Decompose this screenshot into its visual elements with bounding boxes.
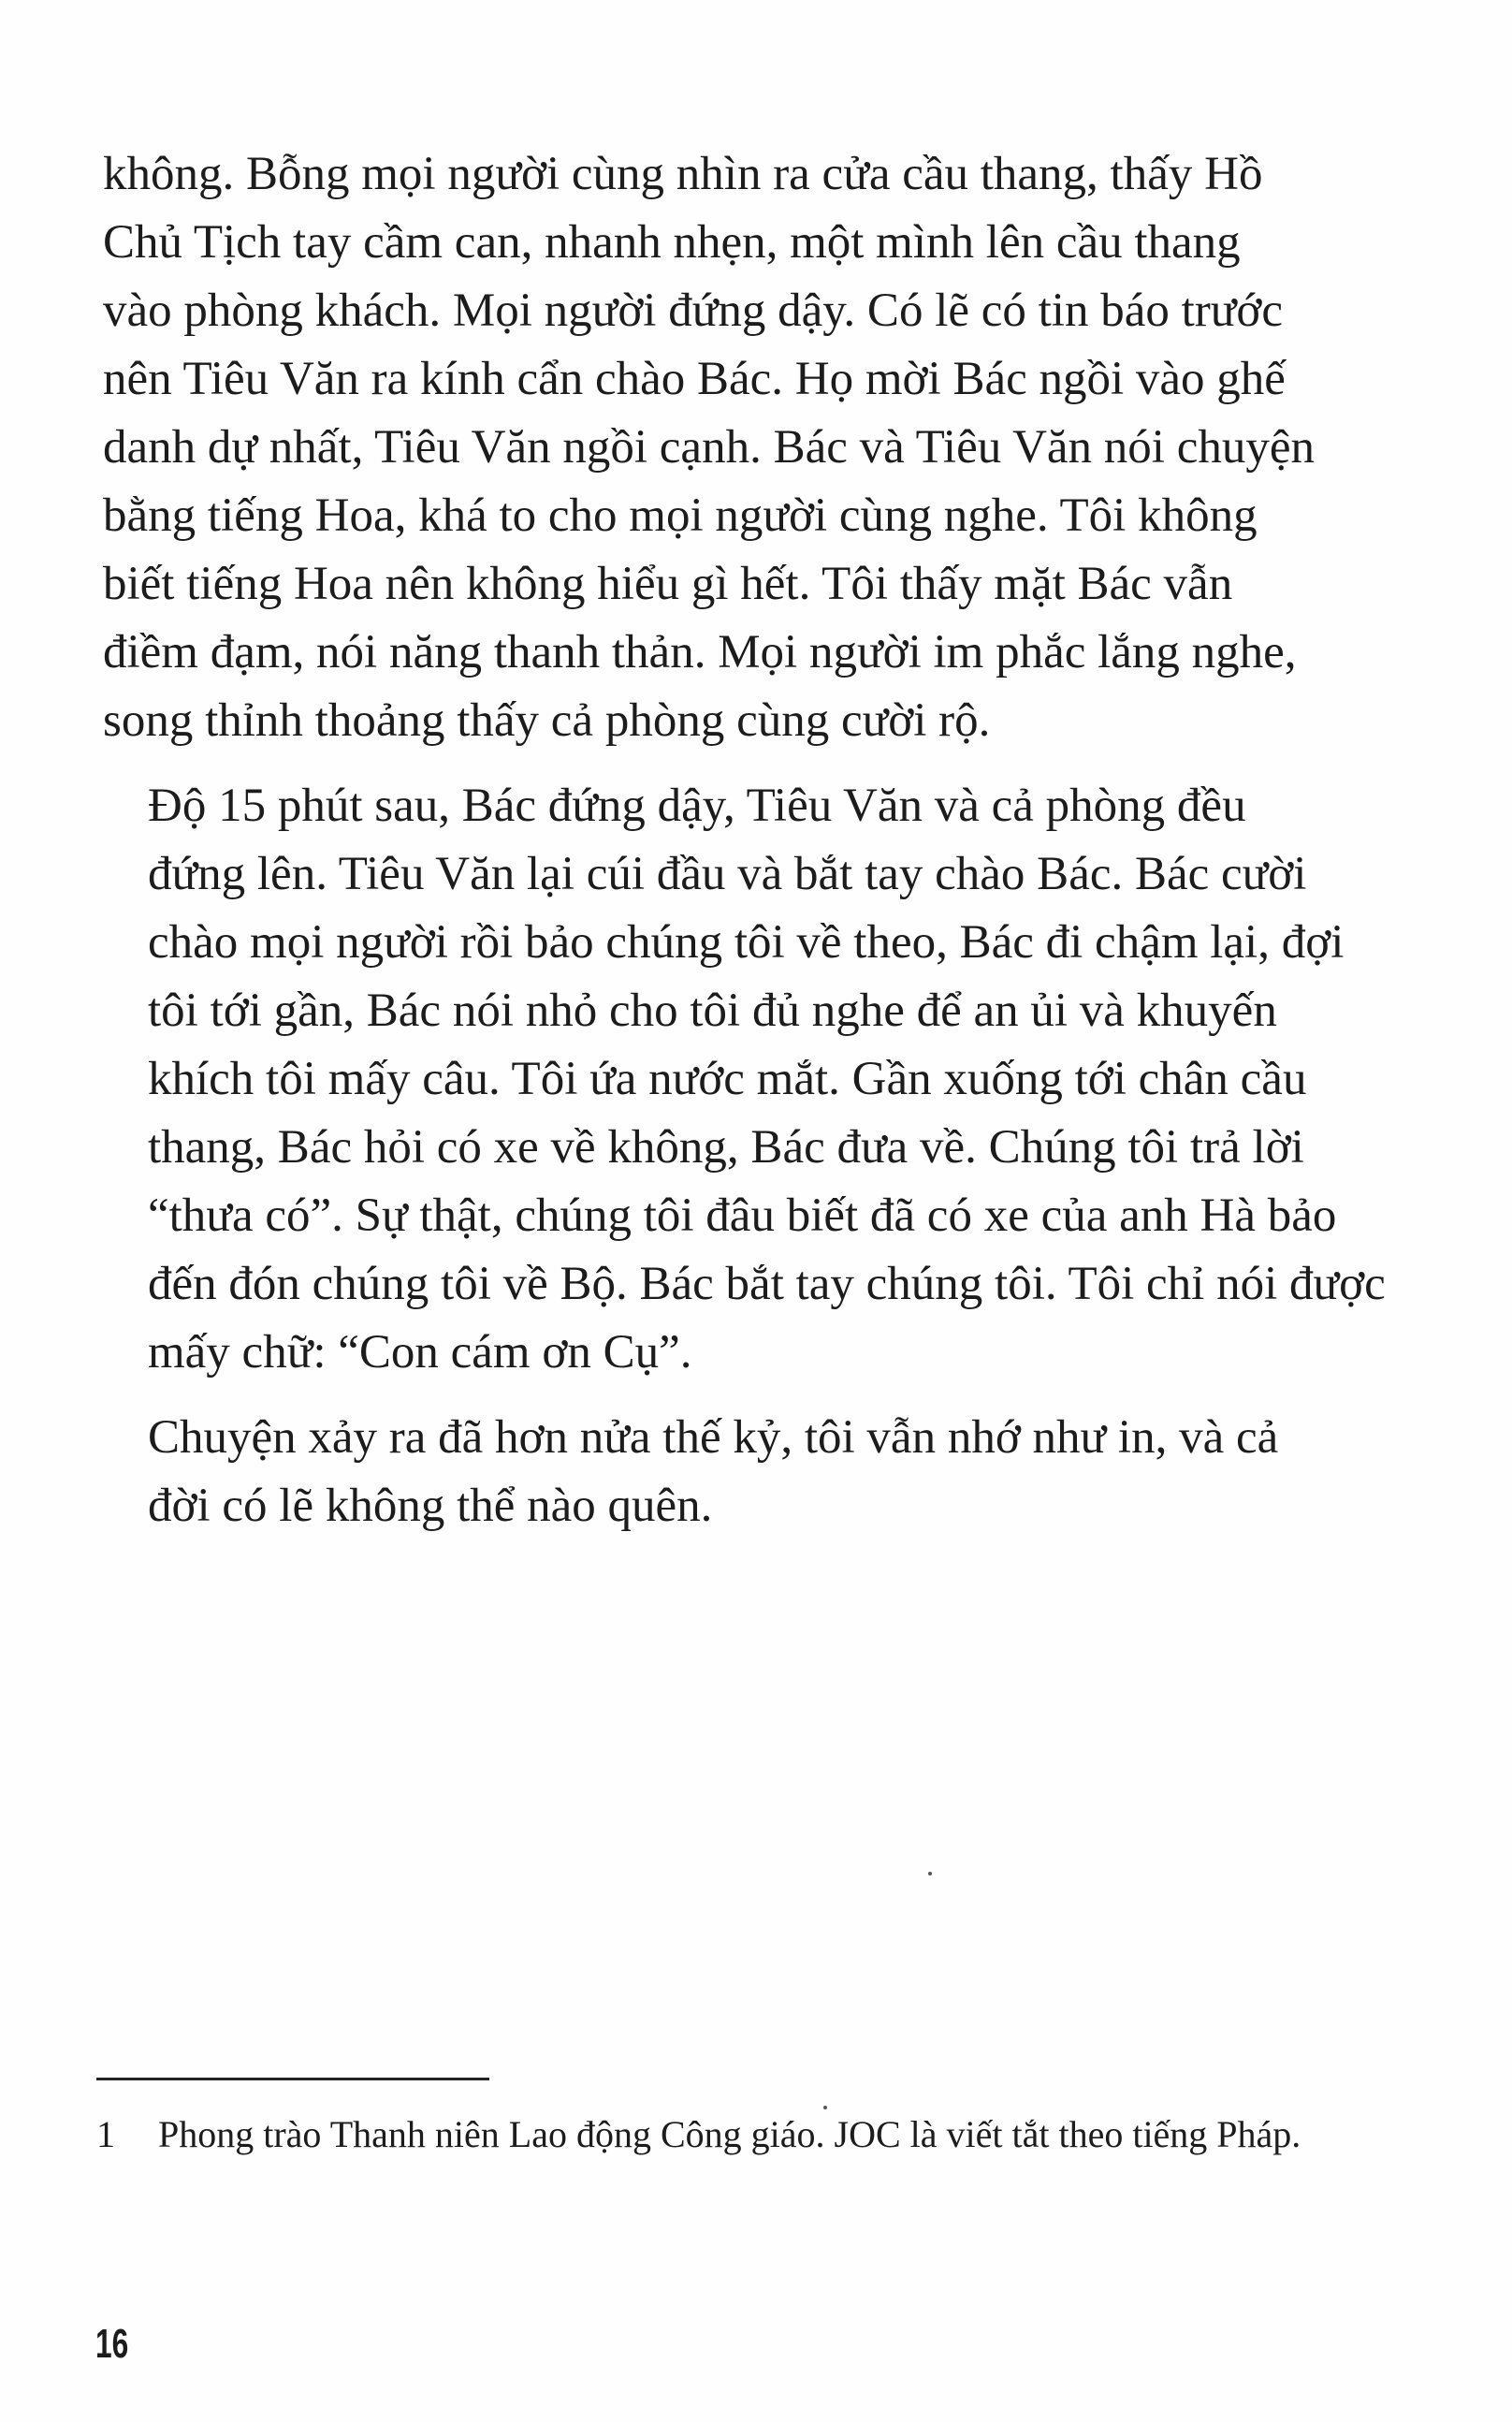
text-line: khích tôi mấy câu. Tôi ứa nước mắt. Gần xuống tới chân cầu xyxy=(148,1053,1307,1105)
text-line: mấy chữ: “Con cám ơn Cụ”. xyxy=(148,1326,692,1379)
text-line: danh dự nhất, Tiêu Văn ngồi cạnh. Bác và Tiêu Văn nói chuyện xyxy=(103,421,1315,474)
footnote-number: 1 xyxy=(96,2113,115,2155)
paragraph-3 xyxy=(103,1404,1474,1540)
text-line: “thưa có”. Sự thật, chúng tôi đâu biết đã có xe của anh Hà bảo xyxy=(148,1189,1337,1242)
text-line: thang, Bác hỏi có xe về không, Bác đưa về. Chúng tôi trả lời xyxy=(148,1121,1304,1174)
text-line: song thỉnh thoảng thấy cả phòng cùng cười rộ. xyxy=(103,694,991,747)
text-line: tôi tới gần, Bác nói nhỏ cho tôi đủ nghe để an ủi và khuyến xyxy=(148,985,1277,1037)
text-line: bằng tiếng Hoa, khá to cho mọi người cùng nghe. Tôi không xyxy=(103,489,1258,542)
footnote xyxy=(96,2108,1481,2161)
text-line: đứng lên. Tiêu Văn lại cúi đầu và bắt tay chào Bác. Bác cười xyxy=(148,848,1307,900)
paragraph-2 xyxy=(103,772,1474,1387)
text-line: không. Bỗng mọi người cùng nhìn ra cửa cầu thang, thấy Hồ xyxy=(103,148,1263,200)
text-line: đến đón chúng tôi về Bộ. Bác bắt tay chúng tôi. Tôi chỉ nói được xyxy=(148,1258,1386,1310)
text-line: đời có lẽ không thể nào quên. xyxy=(148,1480,713,1532)
footnote-divider xyxy=(96,2078,489,2080)
text-line: Chuyện xảy ra đã hơn nửa thế kỷ, tôi vẫn nhớ như in, và cả xyxy=(148,1411,1279,1464)
text-line: biết tiếng Hoa nên không hiểu gì hết. Tôi thấy mặt Bác vẫn xyxy=(103,558,1233,610)
text-line: Độ 15 phút sau, Bác đứng dậy, Tiêu Văn và cả phòng đều xyxy=(148,780,1246,832)
text-line: nên Tiêu Văn ra kính cẩn chào Bác. Họ mời Bác ngồi vào ghế xyxy=(103,353,1286,405)
body-text xyxy=(103,140,1474,1540)
print-speck xyxy=(928,1872,932,1875)
paragraph-1 xyxy=(103,140,1474,755)
footnote-text: Phong trào Thanh niên Lao động Công giáo. JOC là viết tắt theo tiếng Pháp. xyxy=(158,2113,1301,2155)
page-number: 16 xyxy=(95,2321,129,2367)
text-line: vào phòng khách. Mọi người đứng dậy. Có lẽ có tin báo trước xyxy=(103,285,1284,337)
text-line: điềm đạm, nói năng thanh thản. Mọi người im phắc lắng nghe, xyxy=(103,626,1297,678)
text-line: Chủ Tịch tay cầm can, nhanh nhẹn, một mình lên cầu thang xyxy=(103,216,1241,269)
text-line: chào mọi người rồi bảo chúng tôi về theo, Bác đi chậm lại, đợi xyxy=(148,916,1345,969)
